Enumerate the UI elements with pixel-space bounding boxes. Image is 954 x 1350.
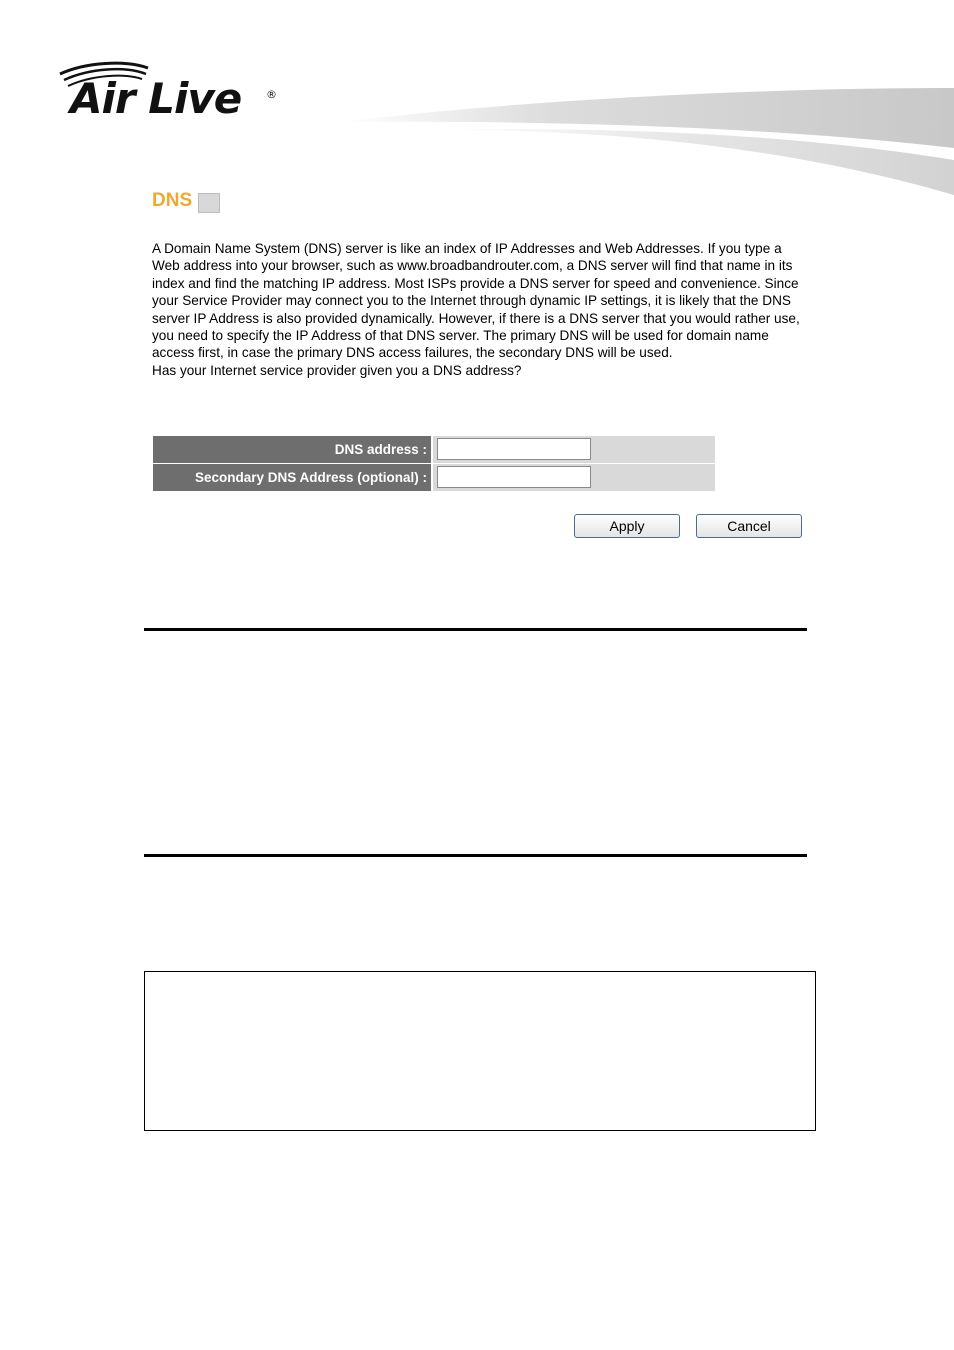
secondary-dns-input[interactable] <box>437 466 591 488</box>
note-box <box>144 971 816 1131</box>
cancel-button[interactable]: Cancel <box>696 514 802 538</box>
dns-address-label: DNS address : <box>153 436 431 464</box>
dns-settings-form <box>153 436 715 492</box>
dns-title-text: DNS <box>152 190 193 211</box>
secondary-dns-cell <box>431 464 715 492</box>
dns-description <box>152 240 812 379</box>
secondary-dns-row <box>153 464 715 492</box>
description-paragraph: A Domain Name System (DNS) server is like an index of IP Addresses and Web Addresses. If you type a Web address into your browser, such as www.broadbandrouter.com, a DNS server will find that name in its index and find the matching IP address. Most ISPs provide a DNS server for speed and convenience. Since your Service Provider may connect you to the Internet through dynamic IP settings, it is likely that the DNS server IP Address is also provided dynamically. However, if there is a DNS server that you would rather use, you need to specify the IP Address of that DNS server. The primary DNS will be used for domain name access first, in case the primary DNS access failures, the secondary DNS will be used. <box>152 241 800 361</box>
dns-section-title <box>152 190 220 212</box>
apply-button[interactable]: Apply <box>574 514 680 538</box>
airlive-logo: Air Live <box>70 74 242 123</box>
registered-mark: ® <box>266 88 277 101</box>
description-question: Has your Internet service provider given you a DNS address? <box>152 362 522 378</box>
dns-address-input[interactable] <box>437 438 591 460</box>
help-icon[interactable] <box>198 193 220 213</box>
secondary-dns-label: Secondary DNS Address (optional) : <box>153 464 431 492</box>
section-divider-top <box>144 628 807 631</box>
dns-address-cell <box>431 436 715 464</box>
dns-address-row <box>153 436 715 464</box>
section-divider-bottom <box>144 854 807 857</box>
